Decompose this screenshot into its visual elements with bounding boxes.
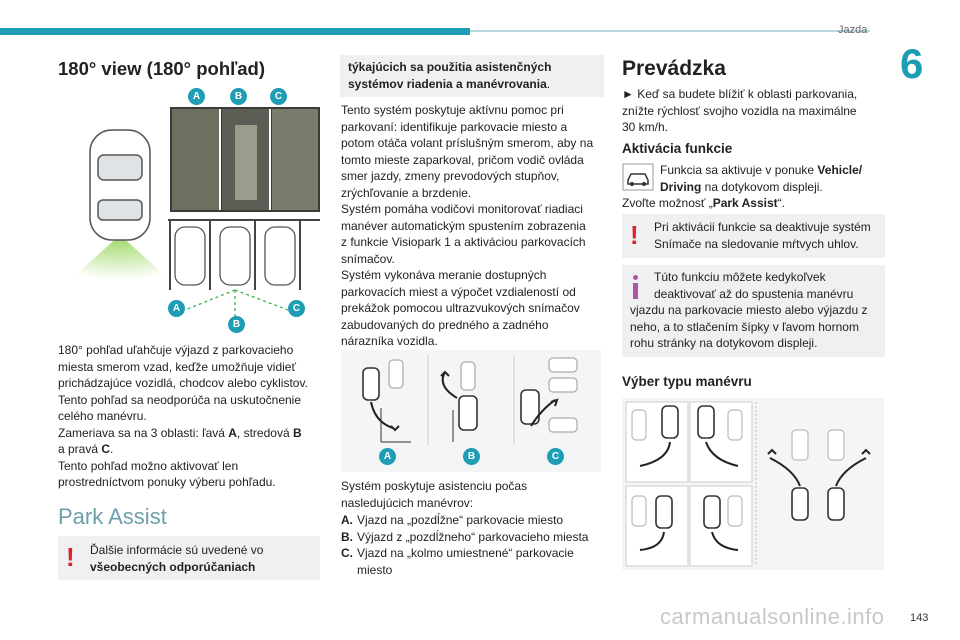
list-item-cont: miesto bbox=[357, 562, 393, 577]
info-box bbox=[622, 265, 885, 357]
text-line: nasledujúcich manévrov: bbox=[341, 495, 474, 510]
section-header: Jazda bbox=[838, 24, 868, 36]
callout-bottom-b: B bbox=[228, 316, 245, 333]
park-assist-title: Park Assist bbox=[58, 504, 167, 529]
text-line: manéver automatickým spustením zobrazenia bbox=[341, 218, 586, 233]
view-180-illustration bbox=[60, 85, 320, 335]
activation-line-2: Driving na dotykovom displeji. bbox=[660, 179, 823, 194]
list-item: A. Vjazd na „pozdĺžne“ parkovacie miesto bbox=[341, 513, 564, 527]
activation-text bbox=[660, 162, 890, 195]
list-item: C. Vjazd na „kolmo umiestnené“ parkovacie bbox=[341, 546, 574, 560]
info-text: deaktivovať až do spustenia manévru bbox=[654, 286, 854, 301]
text-line: Tento pohľad možno aktivovať len bbox=[58, 458, 239, 473]
warning-text: Snímače na sledovanie mŕtvych uhlov. bbox=[654, 236, 859, 251]
box-text-2: systémov riadenia a manévrovania. bbox=[348, 76, 551, 91]
callout-bottom-a: A bbox=[168, 300, 185, 317]
diagram-label-b: B bbox=[463, 448, 480, 465]
callout-top-b: B bbox=[230, 88, 247, 105]
text-line: z funkcie Visiopark 1 a aktiváciou parkovacích bbox=[341, 235, 586, 249]
callout-bottom-c: C bbox=[288, 300, 305, 317]
text-line: parkovaní: identifikuje parkovacie miesto a bbox=[341, 119, 568, 134]
info-text: neho, a to stlačením šípky v ľavom hornom bbox=[630, 319, 859, 334]
info-text: Túto funkciu môžete kedykoľvek bbox=[654, 270, 826, 284]
box-text: týkajúcich sa použitia asistenčných bbox=[348, 60, 552, 74]
text-line: prichádzajúce vozidlá, chodcov alebo cyklistov. bbox=[58, 376, 308, 390]
zones-line-2: a pravá C. bbox=[58, 442, 114, 456]
list-item: B. Výjazd z „pozdĺžneho“ parkovacieho miesta bbox=[341, 529, 589, 544]
text-line: Tento pohľad sa neodporúča na uskutočnenie bbox=[58, 392, 302, 407]
car-top-view bbox=[90, 130, 150, 240]
text-line: prostredníctvom ponuky výberu pohľadu. bbox=[58, 475, 276, 489]
watermark: carmanualsonline.info bbox=[660, 604, 885, 629]
zones-line: Zameriava sa na 3 oblasti: ľavá A, stredová B bbox=[58, 425, 302, 440]
activation-line-1: Funkcia sa aktivuje v ponuke Vehicle/ bbox=[660, 163, 863, 177]
warning-text-bold: všeobecných odporúčaniach bbox=[90, 559, 256, 574]
callout-top-c: C bbox=[270, 88, 287, 105]
text-line: Systém pomáha vodičovi monitorovať riadiaci bbox=[341, 202, 583, 216]
header-thin-bar bbox=[470, 30, 870, 32]
text-line: potom otáča volant príslušným smerom, aby na bbox=[341, 136, 594, 150]
text-line: parkovacích miest a výpočet vzdialeností od bbox=[341, 284, 576, 299]
text-line: celého manévru. bbox=[58, 409, 147, 423]
text-line: zabudovaných do predného a zadného bbox=[341, 317, 549, 332]
maneuver-select-title: Výber typu manévru bbox=[622, 374, 752, 389]
text-line: 180° pohľad uľahčuje výjazd z parkovacieho bbox=[58, 343, 294, 357]
activation-title: Aktivácia funkcie bbox=[622, 141, 733, 156]
text-line: Systém vykonáva meranie dostupných bbox=[341, 268, 547, 282]
park-assist-description bbox=[341, 102, 606, 350]
operation-text bbox=[622, 86, 892, 136]
diagram-label-a: A bbox=[379, 448, 396, 465]
info-text: vjazdu na parkovacie miesto alebo výjazdu z bbox=[630, 303, 868, 317]
warning-icon: ! bbox=[66, 542, 75, 572]
text-line: prekážok pomocou ultrazvukových snímačov bbox=[341, 301, 580, 315]
warning-text: Ďalšie informácie sú uvedené vo bbox=[90, 543, 264, 557]
text-line: zrýchľovanie a brzdenie. bbox=[341, 185, 472, 200]
text-line: znížte rýchlosť svojho vozidla na maximálne bbox=[622, 103, 857, 118]
header-accent-bar bbox=[0, 28, 470, 35]
section-title-180-view: 180° view (180° pohľad) bbox=[58, 58, 265, 79]
warning-box-col3 bbox=[622, 214, 885, 258]
warning-icon: ! bbox=[630, 220, 639, 250]
text-line: Systém poskytuje asistenciu počas bbox=[341, 479, 528, 493]
warning-box-col1 bbox=[58, 536, 320, 580]
text-line: nárazníka vozidla. bbox=[341, 334, 438, 348]
diagram-label-c: C bbox=[547, 448, 564, 465]
activation-line-3: Zvoľte možnosť „Park Assist“. bbox=[622, 196, 785, 210]
text-line: 30 km/h. bbox=[622, 120, 669, 134]
callout-top-a: A bbox=[188, 88, 205, 105]
maneuvers-list bbox=[341, 512, 606, 578]
text-line: Tento systém poskytuje aktívnu pomoc pri bbox=[341, 103, 564, 117]
page-number: 143 bbox=[910, 612, 929, 624]
text-line: miesta smerom vzad, keďže umožňuje vidieť bbox=[58, 359, 296, 374]
text-line: snímačov. bbox=[341, 251, 395, 266]
text-line: tomto mieste zaparkoval, pričom vodič ovláda bbox=[341, 152, 584, 167]
continued-box bbox=[340, 55, 604, 97]
vehicle-icon bbox=[622, 163, 654, 191]
text-line: smer jazdy, zmeny prevodových stupňov, bbox=[341, 169, 560, 183]
warning-text: Pri aktivácii funkcie sa deaktivuje systém bbox=[654, 220, 871, 234]
text-line: ► Keď sa budete blížiť k oblasti parkovania, bbox=[622, 87, 858, 101]
maneuver-diagram bbox=[341, 350, 601, 472]
view-180-description bbox=[58, 342, 328, 491]
chapter-number: 6 bbox=[900, 40, 924, 87]
maneuver-type-diagram bbox=[622, 398, 884, 570]
info-text: rohu stránky na dotykovom displeji. bbox=[630, 336, 818, 350]
maneuvers-intro bbox=[341, 478, 606, 511]
prevadzka-title: Prevádzka bbox=[622, 57, 726, 80]
